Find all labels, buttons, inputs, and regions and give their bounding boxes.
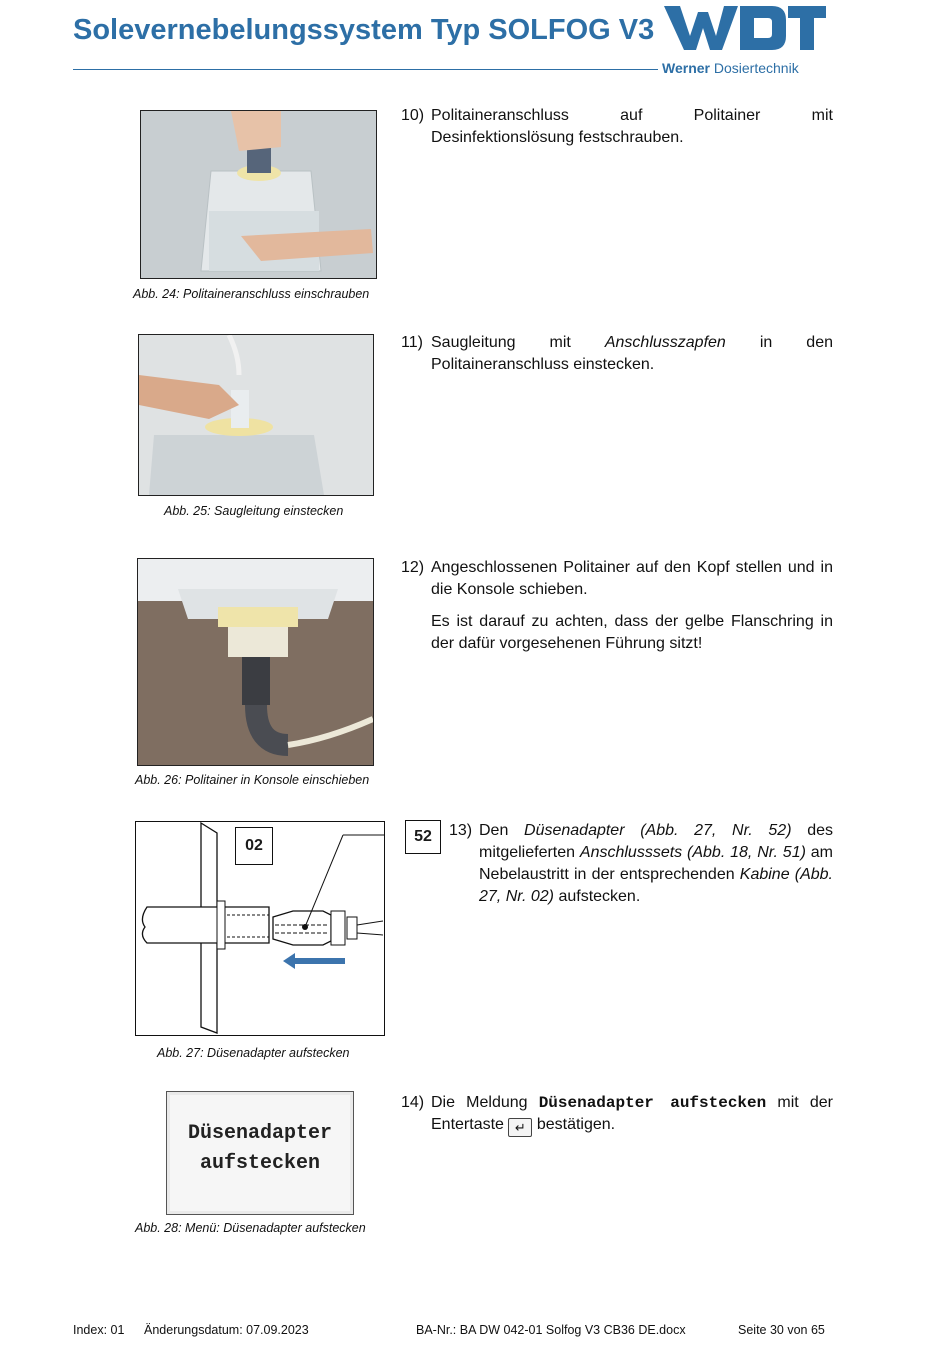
enter-key-icon: ↵	[508, 1118, 532, 1137]
wdt-logo	[664, 6, 826, 50]
photo-abb25	[138, 334, 374, 496]
footer-page-number: Seite 30 von 65	[738, 1323, 825, 1337]
step-paragraph-2: Es ist darauf zu achten, dass der gelbe Flanschring in der dafür vorgesehenen Führung sitzt!	[431, 613, 833, 652]
caption-abb28: Abb. 28: Menü: Düsenadapter aufstecken	[135, 1221, 366, 1235]
footer-doc-number: BA-Nr.: BA DW 042-01 Solfog V3 CB36 DE.docx	[416, 1323, 686, 1337]
diagram-abb27	[135, 821, 385, 1036]
photo-abb24	[140, 110, 377, 279]
display-line-2: aufstecken	[199, 1152, 321, 1175]
step-paragraph-1: Angeschlossenen Politainer auf den Kopf stellen und in die Konsole schieben.	[431, 559, 833, 598]
step-14	[401, 1092, 833, 1137]
step-13	[449, 820, 833, 908]
step-number: 10)	[401, 107, 425, 124]
step-text: Saugleitung mit Anschlusszapfen in den Politaineranschluss einstecken.	[431, 334, 833, 373]
step-10	[401, 105, 833, 149]
company-name	[662, 60, 799, 76]
document-title: Solevernebelungssystem Typ SOLFOG V3	[73, 14, 655, 46]
step-text	[431, 557, 833, 655]
step-number: 11)	[401, 334, 423, 351]
company-name-bold: Werner	[662, 60, 710, 76]
photo-abb26	[137, 558, 374, 766]
label-52-box: 52	[405, 820, 441, 854]
step-text: Die Meldung Düsenadapter aufstecken mit der Entertaste ↵ bestätigen.	[431, 1094, 833, 1135]
step-number: 13)	[449, 822, 473, 839]
company-name-rest: Dosiertechnik	[709, 60, 799, 76]
display-line-1: Düsenadapter	[187, 1122, 333, 1145]
caption-abb24: Abb. 24: Politaineranschluss einschrauben	[133, 287, 370, 301]
step-text: Den Düsenadapter (Abb. 27, Nr. 52) des mitgelieferten Anschlusssets (Abb. 18, Nr. 51) am Nebelaustritt in der entsprechenden Kabine (Abb. 27, Nr. 02) aufstecken.	[479, 822, 833, 905]
step-12	[401, 557, 833, 665]
caption-abb26: Abb. 26: Politainer in Konsole einschieben	[135, 773, 370, 787]
step-text: Politaineranschluss auf Politainer mit Desinfektionslösung festschrauben.	[431, 107, 833, 146]
header-rule	[73, 69, 658, 70]
label-02-box: 02	[235, 827, 273, 865]
step-number: 14)	[401, 1094, 425, 1111]
step-number: 12)	[401, 559, 425, 576]
footer-date: Änderungsdatum: 07.09.2023	[144, 1323, 309, 1337]
caption-abb25: Abb. 25: Saugleitung einstecken	[164, 504, 344, 518]
footer-index: Index: 01	[73, 1323, 125, 1337]
display-message: Düsenadapter aufstecken	[538, 1094, 767, 1112]
caption-abb27: Abb. 27: Düsenadapter aufstecken	[157, 1046, 350, 1060]
display-abb28	[166, 1091, 354, 1215]
step-11	[401, 332, 833, 376]
